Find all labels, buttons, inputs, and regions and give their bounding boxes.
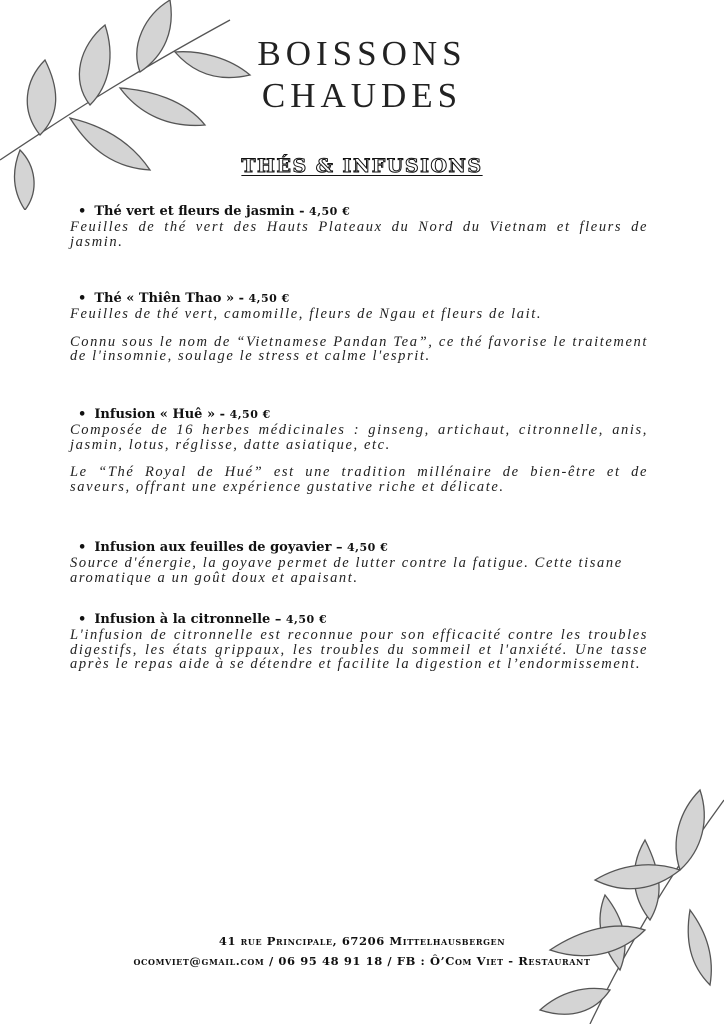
bullet-icon: • xyxy=(78,540,87,555)
page-title-line-2: CHAUDES xyxy=(261,76,463,115)
footer-address: 41 rue Principale, 67206 Mittelhausbergen xyxy=(218,934,506,948)
item-price: 4,50 € xyxy=(285,613,328,626)
item-name: Infusion à la citronnelle – xyxy=(94,612,286,627)
menu-item xyxy=(70,540,648,585)
menu-item xyxy=(70,204,648,249)
bullet-icon: • xyxy=(78,291,87,306)
item-description: Connu sous le nom de “Vietnamese Pandan Tea”, ce thé favorise le traitement de l'insomnie, soulage le stress et calme l'esprit. xyxy=(70,333,648,364)
item-description: L'infusion de citronnelle est reconnue pour son efficacité contre les troubles digestifs, les états grippaux, les troubles du sommeil et l'anxiété. Une tasse après le repas aide à se détendre et facilite la digestion et l’endormissement. xyxy=(70,627,648,672)
menu-item xyxy=(70,407,648,494)
bullet-icon: • xyxy=(78,612,87,627)
item-description: Source d'énergie, la goyave permet de lutter contre la fatigue. Cette tisane aromatique a un goût doux et apaisant. xyxy=(70,555,623,586)
item-price: 4,50 € xyxy=(346,541,389,554)
footer-contact: ocomviet@gmail.com / 06 95 48 91 18 / FB : Ô’Com Viet - Restaurant xyxy=(133,954,591,968)
section-title: THÉS & INFUSIONS xyxy=(241,155,483,177)
bullet-icon: • xyxy=(78,407,87,422)
item-description: Feuilles de thé vert des Hauts Plateaux du Nord du Vietnam et fleurs de jasmin. xyxy=(70,219,648,250)
item-description: Feuilles de thé vert, camomille, fleurs de Ngau et fleurs de lait. xyxy=(70,306,543,322)
page-title-line-1: BOISSONS xyxy=(257,34,467,73)
item-price: 4,50 € xyxy=(248,292,290,305)
item-description: Composée de 16 herbes médicinales : ginseng, artichaut, citronnelle, anis, jasmin, lotus, réglisse, datte asiatique, etc. xyxy=(70,422,648,453)
item-name: Infusion aux feuilles de goyavier – xyxy=(94,540,347,555)
item-price: 4,50 € xyxy=(229,408,271,421)
leaf-decoration-bottom-right xyxy=(530,780,724,1024)
item-price: 4,50 € xyxy=(309,205,351,218)
item-description: Le “Thé Royal de Hué” est une tradition millénaire de bien-être et de saveurs, offrant une expérience gustative riche et délicate. xyxy=(70,464,648,495)
item-name: Infusion « Huê » - xyxy=(94,407,230,422)
bullet-icon: • xyxy=(78,204,87,219)
item-name: Thé « Thiên Thao » - xyxy=(94,291,249,306)
menu-item xyxy=(70,291,648,364)
menu-item xyxy=(70,612,648,672)
item-name: Thé vert et fleurs de jasmin - xyxy=(94,204,310,219)
